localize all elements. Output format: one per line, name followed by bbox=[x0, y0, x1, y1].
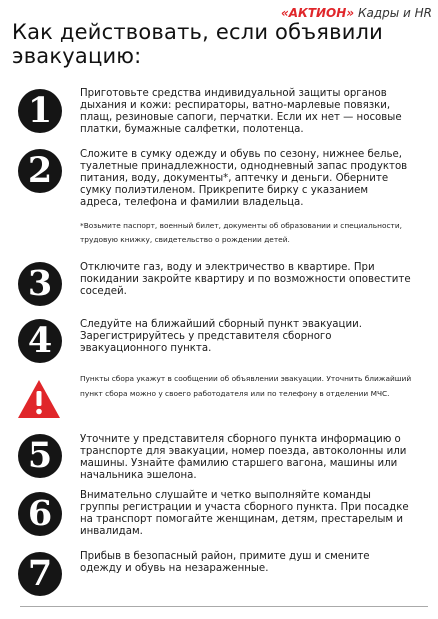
warning-text: Пункты сбора укажут в сообщении об объявлении эвакуации. Уточнить ближайший пункт сбора можно у своего работодателя или по телефону в отделении МЧС. bbox=[80, 374, 412, 398]
step-text-6: Внимательно слушайте и четко выполняйте команды группы регистрации и участа сборного пункта. При посадке на транспорт помогайте женщинам, детям, престарелым и инвалидам. bbox=[80, 490, 409, 538]
step-text-7: Прибыв в безопасный район, примите душ и смените одежду и обувь на незараженные. bbox=[80, 551, 370, 575]
step-number-3: 3 bbox=[18, 262, 62, 306]
step-number-7: 7 bbox=[18, 552, 62, 596]
step-text-2: Сложите в сумку одежду и обувь по сезону, нижнее белье, туалетные принадлежности, однодневный запас продуктов питания, воду, документы*, аптечку и деньги. Оберните сумку полиэтиленом. Прикрепите бирку с указанием адреса, телефона и фамилии владельца. bbox=[80, 149, 408, 209]
step-number-5: 5 bbox=[18, 434, 62, 478]
step-number-1: 1 bbox=[18, 89, 62, 133]
brand-name: «АКТИОН» bbox=[280, 6, 355, 20]
step-text-4: Следуйте на ближайший сборный пункт эвакуации. Зарегистрируйтесь у представителя сборного эвакуационного пункта. bbox=[80, 319, 362, 355]
step-number-4: 4 bbox=[18, 319, 62, 363]
brand-logo bbox=[281, 6, 432, 20]
warning-triangle-icon bbox=[16, 378, 62, 420]
brand-product: Кадры и HR bbox=[357, 6, 432, 20]
step-text-3: Отключите газ, воду и электричество в квартире. При покидании закройте квартиру и по возможности оповестите соседей. bbox=[80, 262, 411, 298]
step-number-2: 2 bbox=[18, 149, 62, 193]
footnote: *Возьмите паспорт, военный билет, документы об образовании и специальности, трудовую книжку, свидетельство о рождении детей. bbox=[80, 221, 403, 244]
step-text-5: Уточните у представителя сборного пункта информацию о транспорте для эвакуации, номер поезда, автоколонны или машины. Узнайте фамилию старшего вагона, машины или начальника эшелона. bbox=[80, 434, 407, 482]
page-title: Как действовать, если объявили эвакуацию: bbox=[12, 20, 384, 68]
bottom-divider bbox=[20, 606, 428, 607]
step-number-6: 6 bbox=[18, 492, 62, 536]
step-text-1: Приготовьте средства индивидуальной защиты органов дыхания и кожи: респираторы, ватно-марлевые повязки, плащ, резиновые сапоги, перчатки. Если их нет — носовые платки, бумажные салфетки, полотенца. bbox=[80, 88, 402, 136]
